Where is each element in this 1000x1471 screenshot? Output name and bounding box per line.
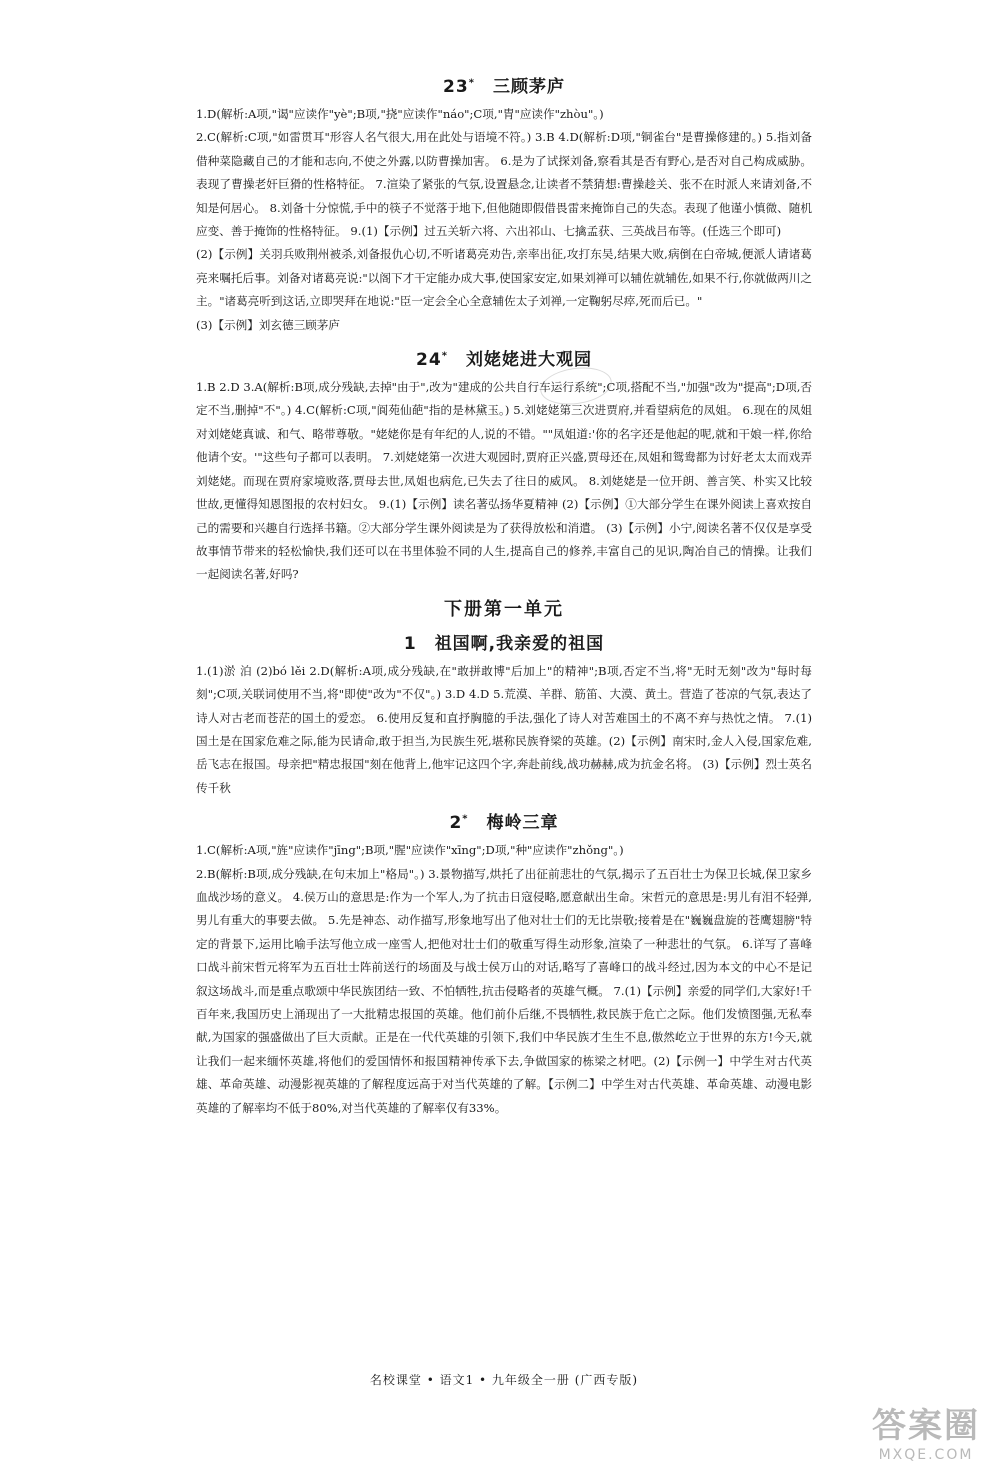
section-title-1 bbox=[196, 629, 812, 654]
section-heading: 刘姥姥进大观园 bbox=[465, 350, 592, 371]
section-number: 24* bbox=[416, 350, 448, 371]
section-title-24 bbox=[196, 345, 812, 370]
section-number: 2* bbox=[449, 813, 469, 834]
answer-page bbox=[196, 64, 812, 1120]
unit-title: 下册第一单元 bbox=[444, 598, 564, 620]
section-title-23 bbox=[196, 72, 812, 97]
section-answers-1: 1.(1)淤 泊 (2)bó lěi 2.D(解析:A项,成分残缺,在"敢拼敢博"后加上"的精神";B项,否定不当,将"无时无刻"改为"每时每刻";C项,关联词使用不当,将"即使"改为"不仅"。) 3.D 4.D 5.荒漠、羊群、筋笛、大漠、黄土。营造了苍凉的气氛,表达了诗人对古老而苍茫的国土的爱恋。 6.使用反复和直抒胸臆的手法,强化了诗人对苦难国土的不离不弃与热忱之情。 7.(1)国土是在国家危难之际,能为民请命,敢于担当,为民族生死,堪称民族脊梁的英雄。(2)【示例】南宋时,金人入侵,国家危难,岳飞志在报国。母亲把"精忠报国"刻在他背上,他牢记这四个字,奔赴前线,战功赫赫,成为抗金名将。 (3)【示例】烈士英名传千秋 bbox=[196, 663, 812, 795]
section-title-2 bbox=[196, 808, 812, 833]
section-number: 1 bbox=[403, 633, 417, 654]
section-heading: 梅岭三章 bbox=[486, 813, 559, 834]
site-watermark bbox=[872, 1398, 980, 1463]
page-footer: 名校课堂 • 语文1 • 九年级全一册 (广西专版) bbox=[369, 1373, 639, 1387]
section-heading: 祖国啊,我亲爱的祖国 bbox=[434, 633, 605, 654]
watermark-url: MXQE.COM bbox=[878, 1447, 974, 1463]
section-answers-2: 1.C(解析:A项,"旌"应读作"jīng";B项,"腥"应读作"xīng";D项,"种"应读作"zhǒng"。) 2.B(解析:B项,成分残缺,在句末加上"格局"。) 3.景物描写,烘托了出征前悲壮的气氛,揭示了五百壮士为保卫长城,保卫家乡血战沙场的意义。 4.侯万山的意思是:作为一个军人,为了抗击日寇侵略,愿意献出生命。宋哲元的意思是:男儿有泪不轻弹,男儿有重大的事要去做。 5.先是神态、动作描写,形象地写出了他对壮士们的无比崇敬;接着是在"巍巍盘旋的苍鹰翅膀"特定的背景下,运用比喻手法写他立成一座雪人,把他对壮士们的敬重写得生动形象,渲染了一种悲壮的气氛。 6.详写了喜峰口战斗前宋哲元将军为五百壮士阵前送行的场面及与战士侯万山的对话,略写了喜峰口的战斗经过,因为本文的中心不是记叙这场战斗,而是重点歌颂中华民族团结一致、不怕牺牲,抗击侵略者的英雄气概。 7.(1)【示例】亲爱的同学们,大家好!千百年来,我国历史上涌现出了一大批精忠报国的英雄。他们前仆后继,不畏牺牲,救民族于危亡之际。他们发愤图强,无私奉献,为国家的强盛做出了巨大贡献。正是在一代代英雄的引领下,我们中华民族才生生不息,傲然屹立于世界的东方!今天,就让我们一起来缅怀英雄,将他们的爱国情怀和报国精神传承下去,争做国家的栋梁之材吧。(2)【示例一】中学生对古代英雄、革命英雄、动漫影视英雄的了解程度远高于对当代英雄的了解。【示例二】中学生对古代英雄、革命英雄、动漫电影英雄的了解率均不低于80%,对当代英雄的了解率仅有33%。 bbox=[196, 843, 812, 1115]
watermark-logo-text: 答案圈 bbox=[872, 1406, 980, 1446]
section-heading: 三顾茅庐 bbox=[492, 77, 565, 97]
section-answers-23: 1.D(解析:A项,"谒"应读作"yè";B项,"挠"应读作"náo";C项,"胄"应读作"zhòu"。) 2.C(解析:C项,"如雷贯耳"形容人名气很大,用在此处与语境不符。) 3.B 4.D(解析:D项,"铜雀台"是曹操修建的。) 5.指刘备借种菜隐藏自己的才能和志向,不使之外露,以防曹操加害。 6.是为了试探刘备,察看其是否有野心,是否对自己构成威胁。表现了曹操老奸巨猾的性格特征。 7.渲染了紧张的气氛,设置悬念,让读者不禁猜想:曹操趁关、张不在时派人来请刘备,不知是何居心。 8.刘备十分惊慌,手中的筷子不觉落于地下,但他随即假借畏雷来掩饰自己的失态。表现了他谨小慎微、随机应变、善于掩饰的性格特征。 9.(1)【示例】过五关斩六将、六出祁山、七擒孟获、三英战吕布等。(任选三个即可) (2)【示例】关羽兵败荆州被杀,刘备报仇心切,不听诸葛亮劝告,亲率出征,攻打东吴,结果大败,病倒在白帝城,便派人请诸葛亮来嘱托后事。刘备对诸葛亮说:"以阁下才干定能办成大事,使国家安定,如果刘禅可以辅佐就辅佐,如果不行,你就做两川之主。"诸葛亮听到这话,立即哭拜在地说:"臣一定会全心全意辅佐太子刘禅,一定鞠躬尽瘁,死而后已。" (3)【示例】刘玄德三顾茅庐 bbox=[196, 107, 812, 332]
section-answers-24: 1.B 2.D 3.A(解析:B项,成分残缺,去掉"由于",改为"建成的公共自行车运行系统";C项,搭配不当,"加强"改为"提高";D项,否定不当,删掉"不"。) 4.C(解析:C项,"阆苑仙葩"指的是林黛玉。) 5.刘姥姥第三次进贾府,并看望病危的凤姐。 6.现在的凤姐对刘姥姥真诚、和气、略带尊敬。"姥姥你是有年纪的人,说的不错。""凤姐道:'你的名字还是他起的呢,就和干娘一样,你给他请个安。'"这些句子都可以表明。 7.刘姥姥第一次进大观园时,贾府正兴盛,贾母还在,凤姐和鸳鸯都为讨好老太太而戏弄刘姥姥。而现在贾府家境败落,贾母去世,凤姐也病危,已失去了往日的威风。 8.刘姥姥是一位开朗、善言笑、朴实又比较世故,更懂得知恩图报的农村妇女。 9.(1)【示例】读名著弘扬华夏精神 (2)【示例】①大部分学生在课外阅读上喜欢按自己的需要和兴趣自行选择书籍。②大部分学生课外阅读是为了获得放松和消遣。 (3)【示例】小宁,阅读名著不仅仅是享受故事情节带来的轻松愉快,我们还可以在书里体验不同的人生,提高自己的修养,丰富自己的见识,陶冶自己的情操。让我们一起阅读名著,好吗? bbox=[196, 380, 812, 582]
section-number: 23* bbox=[443, 77, 475, 97]
